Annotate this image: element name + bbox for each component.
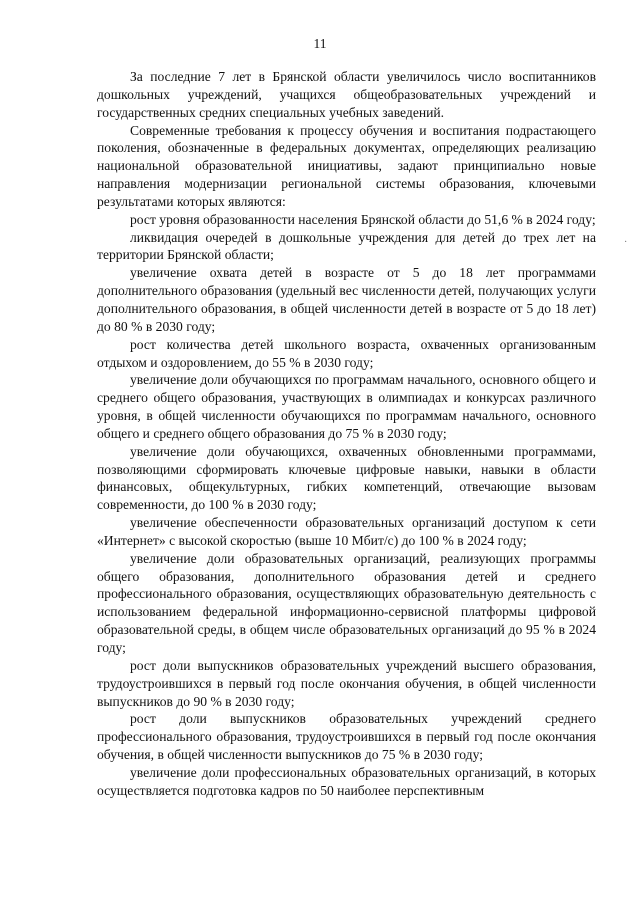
list-item: увеличение охвата детей в возрасте от 5 до 18 лет программами дополнительного образования (удельный вес численности детей, получающих услуги дополнительного образования, в общей численности детей в возрасте от 5 до 18 лет) до 80 % в 2030 году; [97, 265, 596, 334]
list-item: рост уровня образованности населения Брянской области до 51,6 % в 2024 году; [130, 211, 596, 227]
list-item: увеличение доли обучающихся по программам начального, основного общего и среднего общего образования, участвующих в олимпиадах и конкурсах различного уровня, в общей численности обучающихся по программам начального, основного общего и среднего общего образования до 75 % в 2030 году; [97, 372, 596, 441]
list-item: ликвидация очередей в дошкольные учреждения для детей до трех лет на территории Брянской области; [97, 229, 596, 263]
list-item: увеличение доли обучающихся, охваченных обновленными программами, позволяющими сформировать ключевые цифровые навыки, навыки в области финансовых, общекультурных, гибких компетенций, отвечающие вызовам современности, до 100 % в 2030 году; [97, 443, 596, 513]
paragraph: Современные требования к процессу обучения и воспитания подрастающего поколения, обозначенные в федеральных документах, определяющих реализацию национальной образовательной инициативы, задают принципиально новые направления модернизации региональной системы образования, ключевыми результатами которых являются: [97, 122, 596, 209]
page-number: 11 [313, 36, 327, 51]
list-item: увеличение обеспеченности образовательных организаций доступом к сети «Интернет» с высокой скоростью (выше 10 Мбит/с) до 100 % в 2024 году; [97, 515, 596, 548]
paragraph: За последние 7 лет в Брянской области увеличилось число воспитанников дошкольных учреждений, учащихся общеобразовательных учреждений и государственных средних специальных учебных заведений. [97, 69, 596, 120]
list-item: рост количества детей школьного возраста, охваченных организованным отдыхом и оздоровлением, до 55 % в 2030 году; [97, 336, 596, 370]
list-item: рост доли выпускников образовательных учреждений высшего образования, трудоустроившихся в первый год после окончания обучения, в общей численности выпускников до 90 % в 2030 году; [97, 657, 596, 709]
document-body [97, 68, 596, 800]
list-item: рост доли выпускников образовательных учреждений среднего профессионального образования, трудоустроившихся в первый год после окончания обучения, в общей численности выпускников до 75 % в 2030 году; [97, 711, 596, 763]
scan-speck: · [624, 237, 628, 248]
list-item: увеличение доли профессиональных образовательных организаций, в которых осуществляется подготовка кадров по 50 наиболее перспективным [97, 764, 596, 798]
list-item: увеличение доли образовательных организаций, реализующих программы общего образования, дополнительного образования детей и среднего профессионального образования, осуществляющих образовательную деятельность с использованием федеральной информационно-сервисной платформы цифровой образовательной среды, в общем числе образовательных организаций до 95 % в 2024 году; [97, 550, 596, 655]
